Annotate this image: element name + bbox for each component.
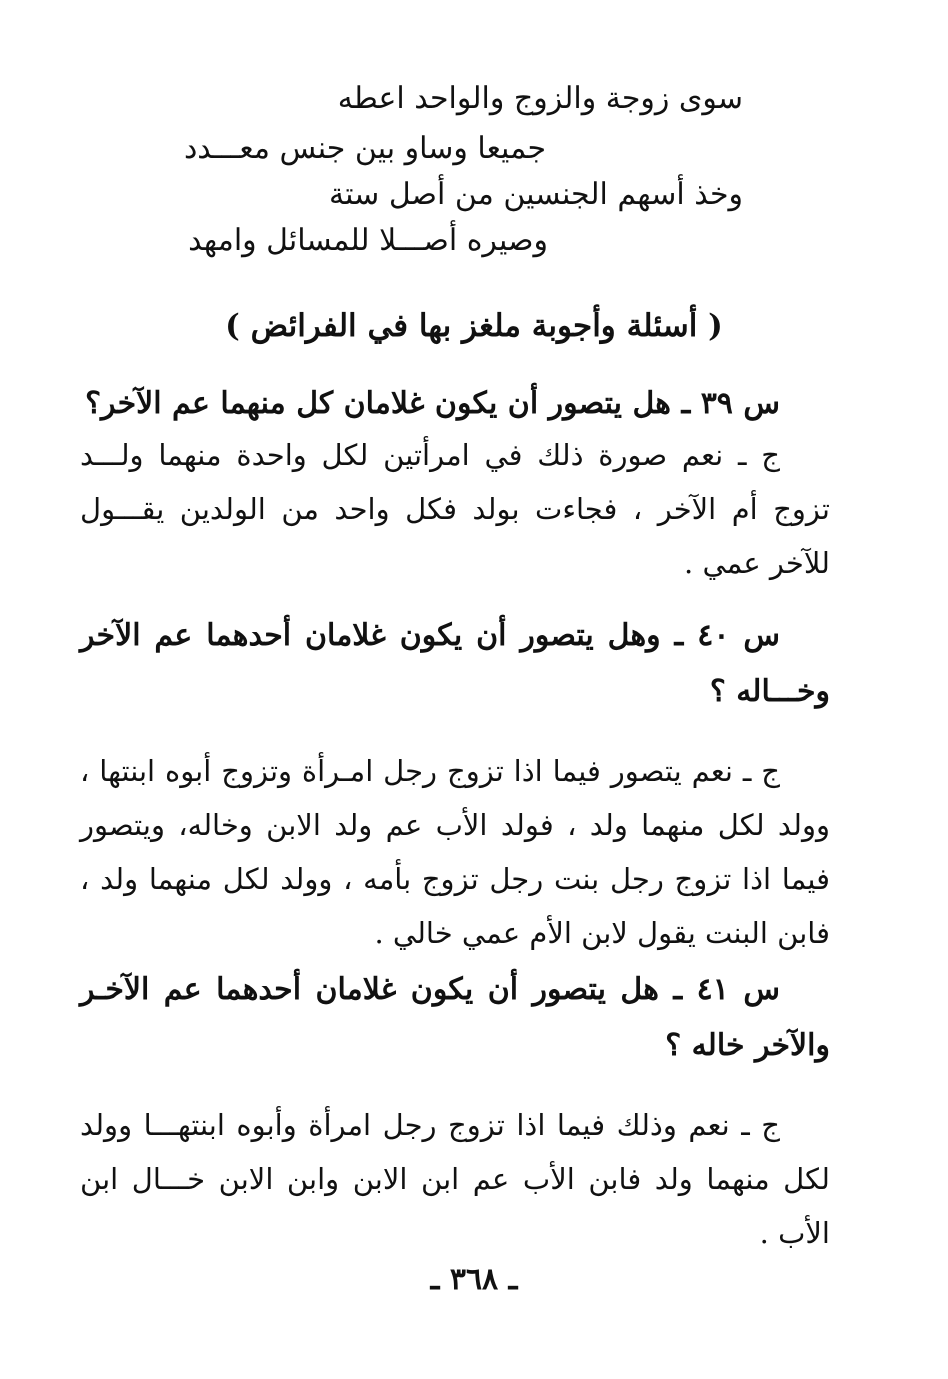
poem-line-2: جميعا وساو بين جنس معـــدد [183, 131, 546, 166]
answer-text: ج ـ نعم وذلك فيما اذا تزوج رجل امرأة وأبوه ابنتهـــا وولد لكل منهما ولد فابن الأب عم ابن الابن وابن الابن خـــال ابن الأب . [80, 1108, 830, 1250]
question-text: س ٤٠ ـ وهل يتصور أن يكون غلامان أحدهما عم الآخر وخـــاله ؟ [80, 618, 830, 709]
poem-line-1: سوى زوجة والزوج والواحد اعطه [337, 81, 743, 116]
question-text: س ٣٩ ـ هل يتصور أن يكون غلامان كل منهما عم الآخر؟ [85, 386, 780, 421]
question-41 [80, 962, 830, 1074]
answer-41 [80, 1098, 830, 1260]
answer-40 [80, 744, 830, 960]
poem-line-3: وخذ أسهم الجنسين من أصل ستة [329, 177, 743, 212]
question-text: س ٤١ ـ هل يتصور أن يكون غلامان أحدهما عم الآخـر والآخر خاله ؟ [80, 972, 830, 1063]
answer-text: ج ـ نعم يتصور فيما اذا تزوج رجل امـرأة وتزوج أبوه ابنتها ، وولد لكل منهما ولد ، فولد الأب عم ولد الابن وخاله، ويتصور فيما اذا تزوج رجل بنت رجل تزوج بأمه ، وولد لكل منهما ولد ، فابن البنت يقول لابن الأم عمي خالي . [80, 754, 830, 950]
section-heading: ( أسئلة وأجوبة ملغز بها في الفرائض ) [225, 308, 723, 344]
answer-text: ج ـ نعم صورة ذلك في امرأتين لكل واحدة منهما ولـــد تزوج أم الآخر ، فجاءت بولد فكل واحد من الولدين يقـــول للآخر عمي . [80, 438, 830, 580]
poem-line-4: وصيره أصـــلا للمسائل وامهد [188, 223, 548, 258]
question-40 [80, 608, 830, 720]
page-number: ـ ٣٦٨ ـ [430, 1262, 518, 1297]
question-39 [80, 376, 830, 432]
answer-39 [80, 428, 830, 590]
